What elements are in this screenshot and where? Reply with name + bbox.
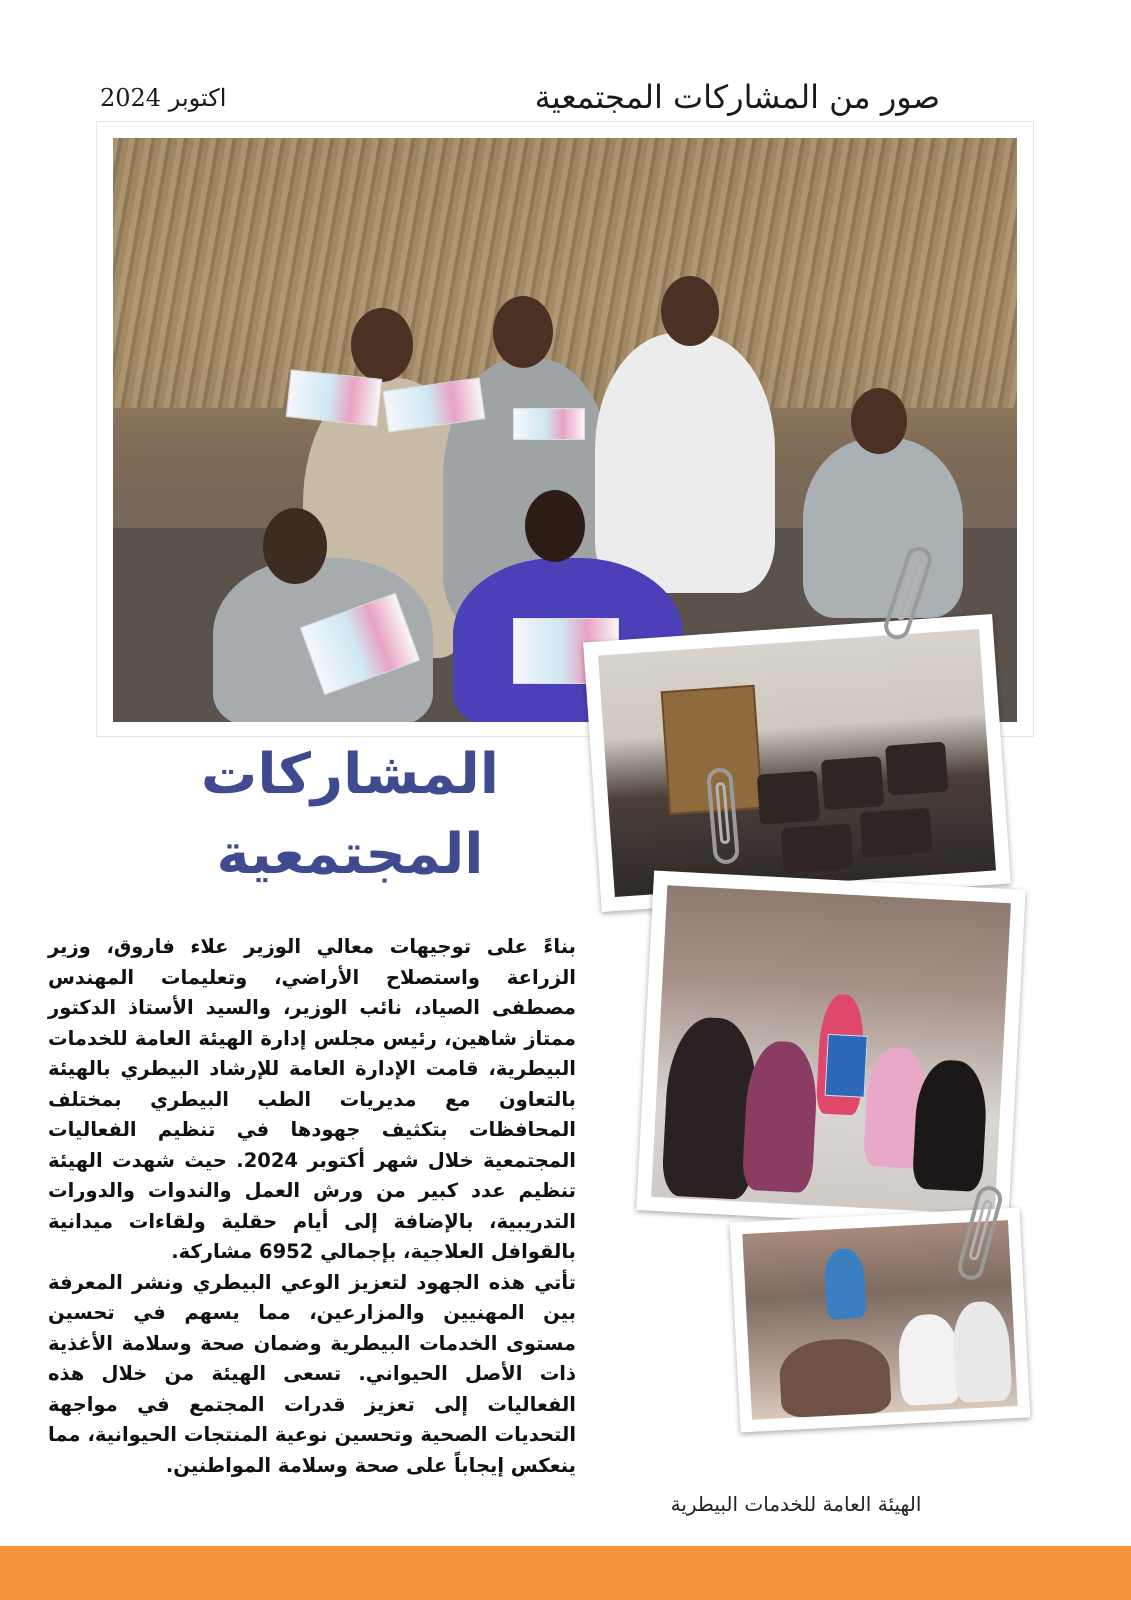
article-paragraph-2: تأتي هذه الجهود لتعزيز الوعي البيطري ونشر المعرفة بين المهنيين والمزارعين، مما يسهم في تحسين مستوى الخدمات البيطرية وضمان صحة وسلامة الأغذية ذات الأصل الحيواني. تسعى الهيئة من خلال هذه الفعاليات إلى تعزيز قدرات المجتمع في مواجهة التحديات الصحية وتحسين نوعية المنتجات الحيوانية، مما ينعكس إيجاباً على صحة وسلامة المواطنين. bbox=[48, 1270, 576, 1477]
photo-person bbox=[951, 1300, 1012, 1403]
page-header-date: اكتوبر 2024 bbox=[100, 84, 227, 112]
photo-flyer bbox=[286, 369, 383, 426]
photo-person-head bbox=[351, 308, 413, 382]
photo-poster bbox=[825, 1034, 868, 1098]
photo-hall-seminar bbox=[598, 629, 996, 897]
photo-seat bbox=[860, 808, 933, 858]
photo-person-white-coat bbox=[595, 333, 775, 593]
photo-seat bbox=[821, 756, 884, 810]
photo-person-head bbox=[525, 490, 585, 562]
photo-person-head bbox=[493, 296, 553, 368]
footer-organization-name: الهيئة العامة للخدمات البيطرية bbox=[670, 1492, 922, 1516]
photo-seat bbox=[781, 823, 854, 873]
photo-person bbox=[778, 1337, 892, 1419]
photo-flyer bbox=[513, 408, 585, 440]
photo-seat bbox=[885, 742, 948, 796]
article-body bbox=[48, 932, 576, 1481]
photo-seat bbox=[757, 771, 820, 825]
photo-person-head bbox=[851, 388, 907, 454]
photo-person-head bbox=[661, 276, 719, 346]
section-title-line1: المشاركات bbox=[201, 742, 499, 807]
photo-person bbox=[897, 1313, 962, 1406]
article-paragraph-1: بناءً على توجيهات معالي الوزير علاء فاروق، وزير الزراعة واستصلاح الأراضي، وتعليمات المهندس مصطفى الصياد، نائب الوزير، والسيد الأستاذ الدكتور ممتاز شاهين، رئيس مجلس إدارة الهيئة العامة للخدمات البيطرية، قامت الإدارة العامة للإرشاد البيطري بالهيئة بالتعاون مع مديريات الطب البيطري بمختلف المحافظات بتكثيف جهودها في تنظيم الفعاليات المجتمعية خلال شهر أكتوبر 2024. حيث شهدت الهيئة تنظيم عدد كبير من ورش العمل والندوات والدورات التدريبية، بالإضافة إلى أيام حقلية ولقاءات ميدانية بالقوافل العلاجية، بإجمالي 6952 مشاركة. bbox=[48, 935, 576, 1263]
page-header-title: صور من المشاركات المجتمعية bbox=[534, 78, 940, 116]
section-title-line2: المجتمعية bbox=[216, 822, 484, 887]
footer-bar bbox=[0, 1546, 1131, 1600]
polaroid-photo-women-gathering bbox=[636, 870, 1025, 1229]
photo-women-gathering bbox=[651, 885, 1011, 1215]
photo-person-head bbox=[263, 508, 327, 584]
section-title bbox=[170, 735, 530, 895]
polaroid-photo-hall-seminar bbox=[583, 614, 1011, 912]
photo-person bbox=[803, 438, 963, 618]
photo-person bbox=[823, 1248, 867, 1320]
